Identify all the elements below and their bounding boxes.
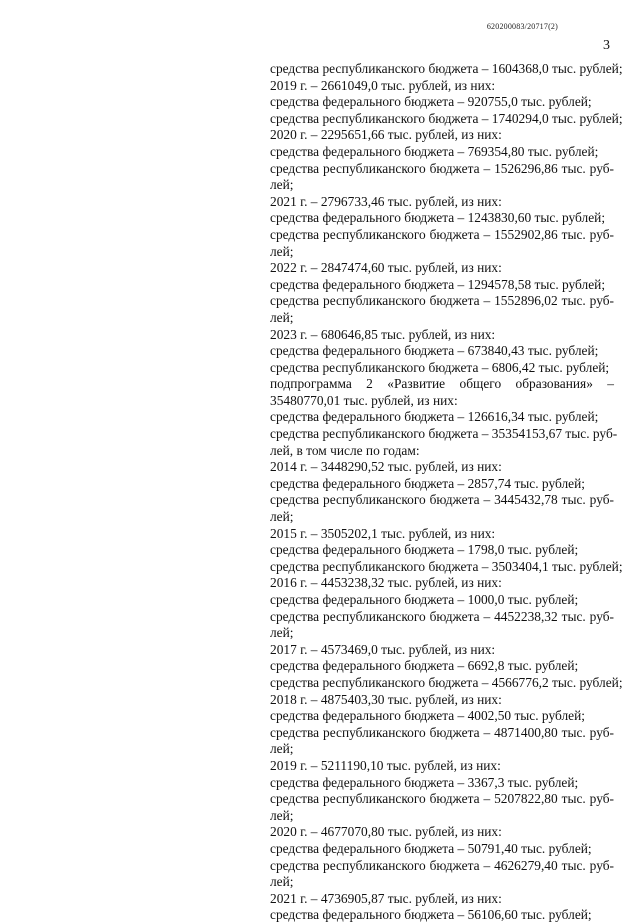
text-line: лей; (270, 807, 294, 823)
text-line: средства республиканского бюджета – 4871400,80 тыс. руб- (270, 724, 614, 740)
text-line: средства федерального бюджета – 769354,80 тыс. рублей; (270, 143, 599, 159)
text-line: лей; (270, 243, 294, 259)
text-line: средства республиканского бюджета – 4626279,40 тыс. руб- (270, 857, 614, 873)
text-line: 2019 г. – 2661049,0 тыс. рублей, из них: (270, 77, 496, 93)
text-line: средства федерального бюджета – 673840,43 тыс. рублей; (270, 343, 599, 359)
text-line: средства федерального бюджета – 1798,0 тыс. рублей; (270, 542, 579, 558)
text-line: подпрограмма 2 «Развитие общего образования» – (270, 376, 614, 392)
text-line: средства федерального бюджета – 1243830,60 тыс. рублей; (270, 210, 606, 226)
text-line: средства республиканского бюджета – 6806,42 тыс. рублей; (270, 359, 610, 375)
text-line: 2021 г. – 4736905,87 тыс. рублей, из них: (270, 890, 502, 906)
text-line: 2020 г. – 4677070,80 тыс. рублей, из них: (270, 824, 502, 840)
text-line: средства республиканского бюджета – 1604368,0 тыс. рублей; (270, 61, 623, 76)
text-line: 35480770,01 тыс. рублей, из них: (270, 392, 458, 408)
text-line: средства федерального бюджета – 126616,34 тыс. рублей; (270, 409, 599, 425)
text-line: лей; (270, 741, 294, 757)
text-line: средства федерального бюджета – 1294578,58 тыс. рублей; (270, 276, 606, 292)
document-code: 620200083/20717(2) (486, 22, 558, 31)
text-line: 2022 г. – 2847474,60 тыс. рублей, из них: (270, 260, 502, 276)
text-line: 2015 г. – 3505202,1 тыс. рублей, из них: (270, 525, 496, 541)
text-line: лей; (270, 874, 294, 890)
text-line: средства федерального бюджета – 920755,0 тыс. рублей; (270, 94, 592, 110)
text-line: средства федерального бюджета – 1000,0 тыс. рублей; (270, 592, 579, 607)
text-line: лей; (270, 177, 294, 193)
text-line: средства республиканского бюджета – 3445432,78 тыс. руб- (270, 492, 614, 508)
text-line: 2014 г. – 3448290,52 тыс. рублей, из них: (270, 459, 502, 475)
text-line: лей; (270, 309, 294, 325)
text-line: средства республиканского бюджета – 4566776,2 тыс. рублей; (270, 674, 623, 690)
text-line: средства федерального бюджета – 6692,8 тыс. рублей; (270, 658, 579, 674)
text-line: 2018 г. – 4875403,30 тыс. рублей, из них: (270, 691, 502, 707)
text-line: лей; (270, 625, 294, 641)
document-body (270, 61, 623, 924)
text-line: 2020 г. – 2295651,66 тыс. рублей, из них: (270, 127, 502, 143)
text-line: 2017 г. – 4573469,0 тыс. рублей, из них: (270, 641, 496, 657)
text-line: средства республиканского бюджета – 1552896,02 тыс. руб- (270, 293, 614, 309)
text-line: средства федерального бюджета – 3367,3 тыс. рублей; (270, 774, 579, 790)
text-line: средства республиканского бюджета – 4452238,32 тыс. руб- (270, 608, 614, 624)
text-line: лей, в том числе по годам: (270, 442, 420, 458)
text-line: средства республиканского бюджета – 1740294,0 тыс. рублей; (270, 110, 623, 126)
text-line: средства республиканского бюджета – 1552902,86 тыс. руб- (270, 226, 614, 242)
text-line: 2016 г. – 4453238,32 тыс. рублей, из них: (270, 575, 502, 591)
text-line: средства федерального бюджета – 4002,50 тыс. рублей; (270, 708, 585, 724)
text-line: средства республиканского бюджета – 5207822,80 тыс. руб- (270, 791, 614, 807)
text-line: лей; (270, 509, 294, 525)
text-line: 2023 г. – 680646,85 тыс. рублей, из них: (270, 326, 496, 342)
text-line: 2021 г. – 2796733,46 тыс. рублей, из них: (270, 193, 502, 209)
text-line: средства республиканского бюджета – 35354153,67 тыс. руб- (270, 426, 618, 442)
text-line: 2019 г. – 5211190,10 тыс. рублей, из них: (270, 757, 501, 773)
text-line: средства федерального бюджета – 56106,60 тыс. рублей; (270, 907, 592, 923)
text-line: средства республиканского бюджета – 3503404,1 тыс. рублей; (270, 558, 623, 574)
text-line: средства республиканского бюджета – 1526296,86 тыс. руб- (270, 160, 614, 176)
text-line: средства федерального бюджета – 2857,74 тыс. рублей; (270, 475, 585, 491)
text-line: средства федерального бюджета – 50791,40 тыс. рублей; (270, 840, 592, 856)
page-number: 3 (603, 38, 610, 53)
